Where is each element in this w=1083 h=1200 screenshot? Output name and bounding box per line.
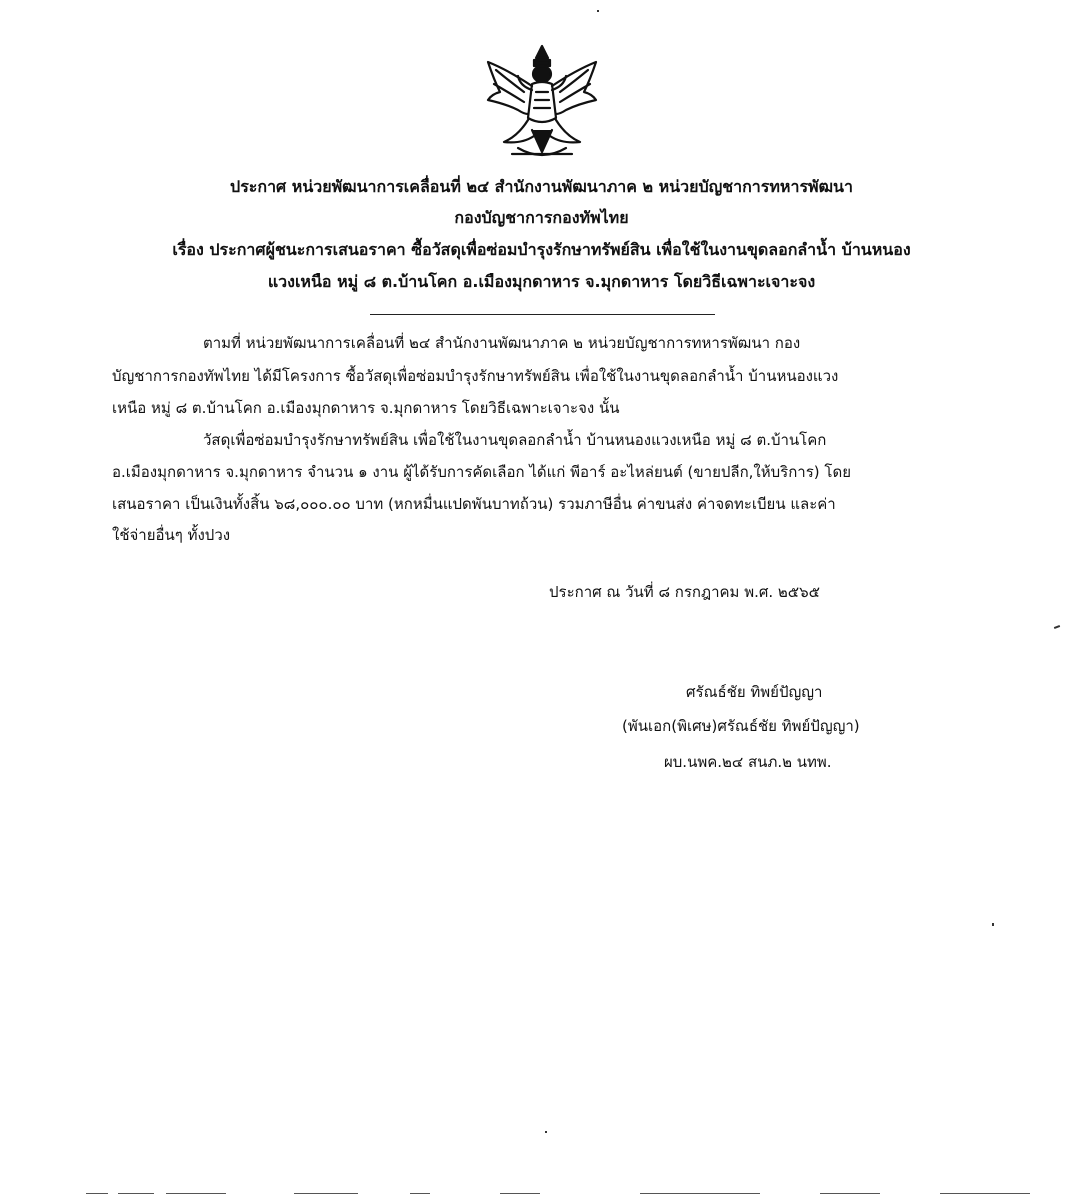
announcement-date: ประกาศ ณ วันที่ ๘ กรกฎาคม พ.ศ. ๒๕๖๕ (549, 583, 821, 601)
paragraph-1-line-3: เหนือ หมู่ ๘ ต.บ้านโคก อ.เมืองมุกดาหาร จ.มุกดาหาร โดยวิธีเฉพาะเจาะจง นั้น (112, 399, 620, 417)
paragraph-1-line-2: บัญชาการกองทัพไทย ได้มีโครงการ ซื้อวัสดุเพื่อซ่อมบำรุงรักษาทรัพย์สิน เพื่อใช้ในงานขุดลอกลำน้ำ บ้านหนองแวง (112, 367, 839, 385)
signatory-rank-name: (พันเอก(พิเศษ)ศรัณธ์ชัย ทิพย์ปัญญา) (622, 717, 860, 735)
scan-speck (545, 1131, 547, 1133)
paragraph-2-line-1: วัสดุเพื่อซ่อมบำรุงรักษาทรัพย์สิน เพื่อใช้ในงานขุดลอกลำน้ำ บ้านหนองแวงเหนือ หมู่ ๘ ต.บ้านโคก (203, 431, 827, 449)
paragraph-2-line-3: เสนอราคา เป็นเงินทั้งสิ้น ๖๘,๐๐๐.๐๐ บาท (หกหมื่นแปดพันบาทถ้วน) รวมภาษีอื่น ค่าขนส่ง ค่าจดทะเบียน และค่า (112, 495, 836, 513)
garuda-emblem-icon (478, 40, 606, 168)
signature-name: ศรัณธ์ชัย ทิพย์ปัญญา (686, 683, 823, 701)
paragraph-2-line-2: อ.เมืองมุกดาหาร จ.มุกดาหาร จำนวน ๑ งาน ผู้ได้รับการคัดเลือก ได้แก่ พีอาร์ อะไหล่ยนต์ (ขายปลีก,ให้บริการ) โดย (112, 463, 851, 481)
announcement-title-line-1: ประกาศ หน่วยพัฒนาการเคลื่อนที่ ๒๔ สำนักงานพัฒนาภาค ๒ หน่วยบัญชาการทหารพัฒนา (230, 177, 853, 196)
scan-speck (597, 10, 599, 12)
scan-footer-edge (80, 1193, 1080, 1196)
header-divider (370, 314, 715, 315)
scan-speck (1054, 625, 1060, 629)
scan-speck (992, 923, 994, 926)
subject-line-2: แวงเหนือ หมู่ ๘ ต.บ้านโคก อ.เมืองมุกดาหาร จ.มุกดาหาร โดยวิธีเฉพาะเจาะจง (267, 272, 816, 291)
signatory-position: ผบ.นพค.๒๔ สนภ.๒ นทพ. (664, 753, 832, 771)
announcement-title-line-2: กองบัญชาการกองทัพไทย (454, 208, 629, 227)
paragraph-2-line-4: ใช้จ่ายอื่นๆ ทั้งปวง (112, 526, 231, 544)
subject-line-1: เรื่อง ประกาศผู้ชนะการเสนอราคา ซื้อวัสดุเพื่อซ่อมบำรุงรักษาทรัพย์สิน เพื่อใช้ในงานขุดลอกลำน้ำ บ้านหนอง (172, 240, 911, 259)
paragraph-1-line-1: ตามที่ หน่วยพัฒนาการเคลื่อนที่ ๒๔ สำนักงานพัฒนาภาค ๒ หน่วยบัญชาการทหารพัฒนา กอง (203, 334, 801, 352)
